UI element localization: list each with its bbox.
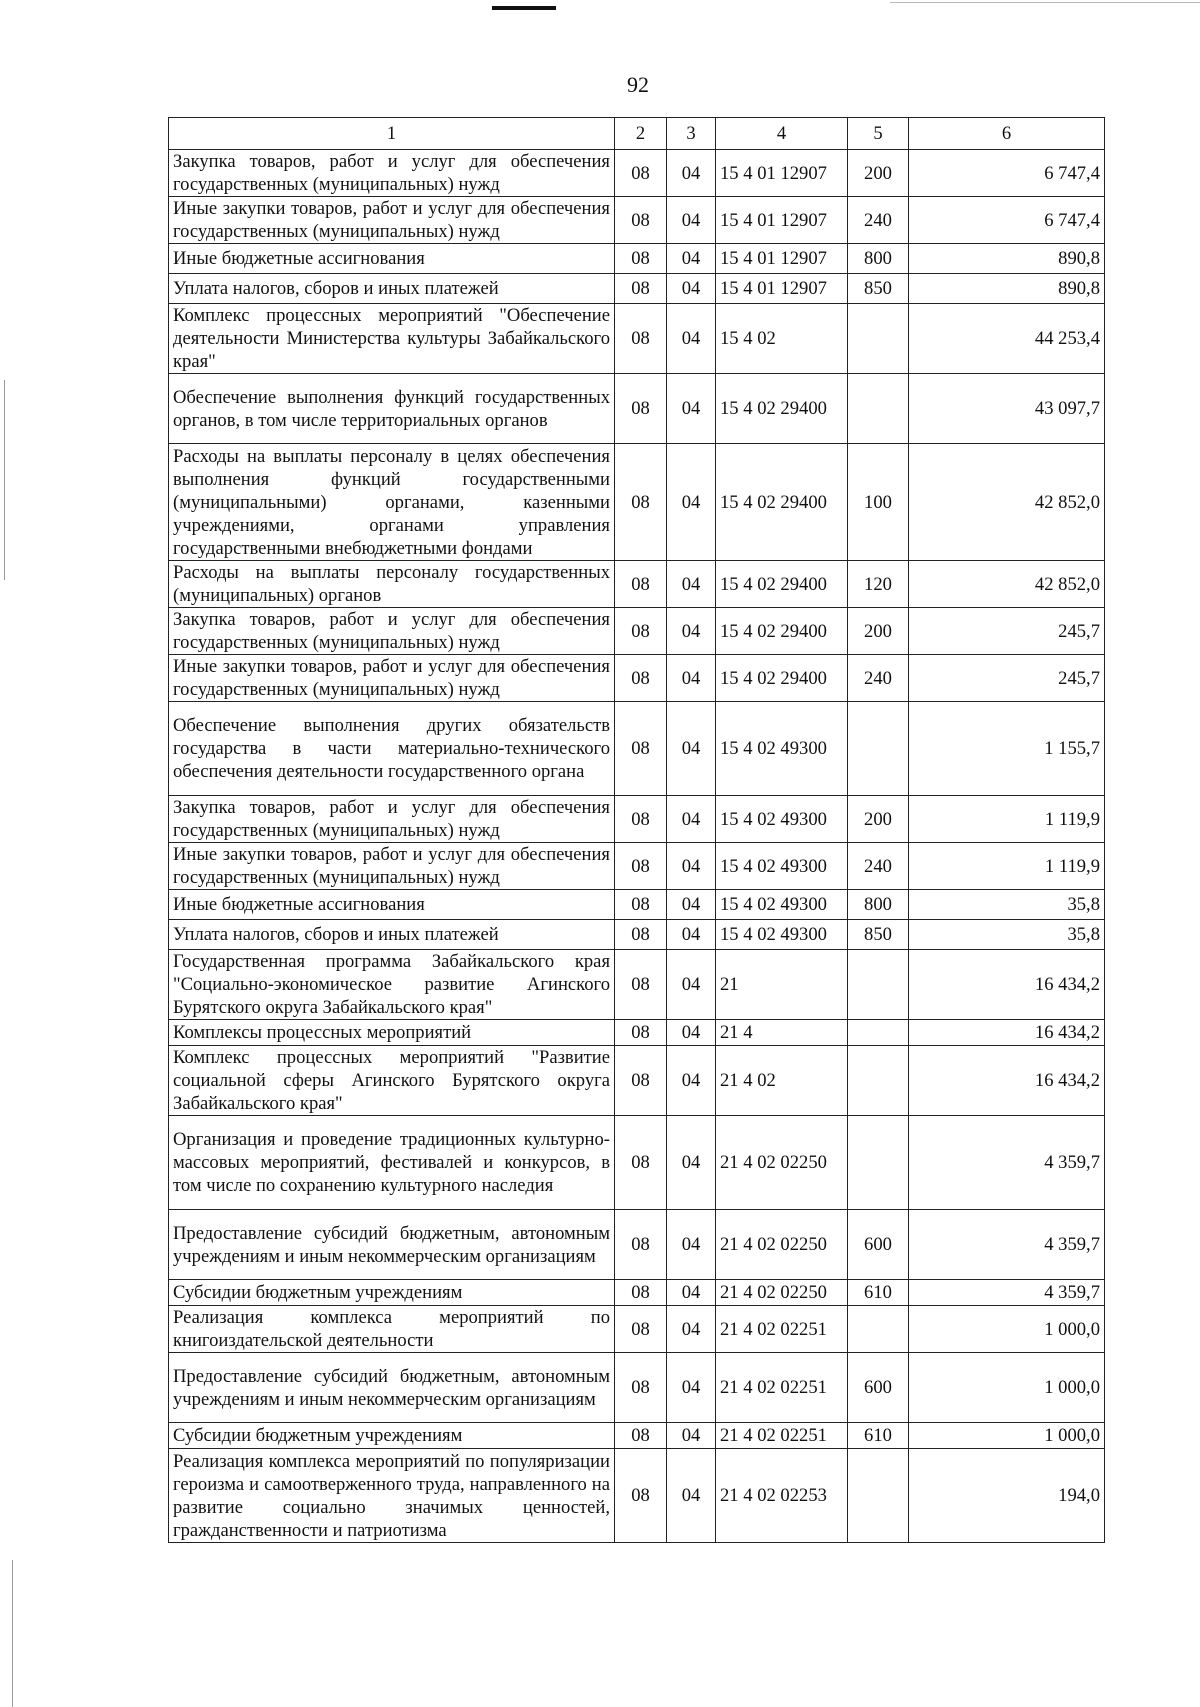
cell-section: 08 bbox=[615, 244, 667, 274]
cell-subsection: 04 bbox=[667, 890, 716, 920]
cell-name: Организация и проведение традиционных культурно-массовых мероприятий, фестивалей и конкурсов, в том числе по сохранению культурного наследия bbox=[169, 1116, 615, 1210]
budget-table bbox=[168, 117, 1105, 1543]
cell-expense-type: 240 bbox=[848, 655, 909, 702]
table-row bbox=[169, 444, 1105, 561]
cell-expense-type: 800 bbox=[848, 890, 909, 920]
table-row bbox=[169, 1353, 1105, 1423]
cell-target-code: 15 4 02 29400 bbox=[716, 608, 848, 655]
cell-expense-type bbox=[848, 1116, 909, 1210]
cell-name: Комплексы процессных мероприятий bbox=[169, 1020, 615, 1046]
table-row bbox=[169, 1423, 1105, 1449]
cell-name: Уплата налогов, сборов и иных платежей bbox=[169, 920, 615, 950]
header-col-6: 6 bbox=[909, 118, 1105, 150]
cell-section: 08 bbox=[615, 843, 667, 890]
cell-amount: 4 359,7 bbox=[909, 1210, 1105, 1280]
cell-name: Реализация комплекса мероприятий по популяризации героизма и самоотверженного труда, направленного на развитие социально значимых ценностей, гражданственности и патриотизма bbox=[169, 1449, 615, 1543]
cell-target-code: 15 4 02 29400 bbox=[716, 444, 848, 561]
cell-subsection: 04 bbox=[667, 197, 716, 244]
table-row bbox=[169, 1020, 1105, 1046]
cell-section: 08 bbox=[615, 702, 667, 796]
cell-name: Иные бюджетные ассигнования bbox=[169, 890, 615, 920]
cell-amount: 4 359,7 bbox=[909, 1280, 1105, 1306]
cell-name: Иные закупки товаров, работ и услуг для обеспечения государственных (муниципальных) нужд bbox=[169, 655, 615, 702]
cell-name: Закупка товаров, работ и услуг для обеспечения государственных (муниципальных) нужд bbox=[169, 608, 615, 655]
table-row bbox=[169, 796, 1105, 843]
cell-section: 08 bbox=[615, 1280, 667, 1306]
cell-expense-type: 100 bbox=[848, 444, 909, 561]
cell-expense-type: 610 bbox=[848, 1280, 909, 1306]
cell-amount: 1 119,9 bbox=[909, 796, 1105, 843]
table-row bbox=[169, 197, 1105, 244]
cell-name: Субсидии бюджетным учреждениям bbox=[169, 1423, 615, 1449]
cell-expense-type bbox=[848, 950, 909, 1020]
cell-target-code: 15 4 02 49300 bbox=[716, 702, 848, 796]
cell-subsection: 04 bbox=[667, 1280, 716, 1306]
cell-expense-type: 200 bbox=[848, 150, 909, 197]
cell-section: 08 bbox=[615, 1046, 667, 1116]
cell-name: Закупка товаров, работ и услуг для обеспечения государственных (муниципальных) нужд bbox=[169, 150, 615, 197]
cell-expense-type: 240 bbox=[848, 197, 909, 244]
cell-name: Уплата налогов, сборов и иных платежей bbox=[169, 274, 615, 304]
cell-expense-type: 200 bbox=[848, 796, 909, 843]
table-row bbox=[169, 1116, 1105, 1210]
cell-target-code: 15 4 02 bbox=[716, 304, 848, 374]
header-col-1: 1 bbox=[169, 118, 615, 150]
table-row bbox=[169, 890, 1105, 920]
cell-section: 08 bbox=[615, 150, 667, 197]
cell-target-code: 21 4 02 02250 bbox=[716, 1210, 848, 1280]
cell-section: 08 bbox=[615, 374, 667, 444]
cell-subsection: 04 bbox=[667, 150, 716, 197]
cell-amount: 194,0 bbox=[909, 1449, 1105, 1543]
cell-target-code: 15 4 01 12907 bbox=[716, 274, 848, 304]
cell-expense-type: 850 bbox=[848, 274, 909, 304]
cell-amount: 16 434,2 bbox=[909, 950, 1105, 1020]
cell-amount: 35,8 bbox=[909, 890, 1105, 920]
cell-expense-type: 600 bbox=[848, 1353, 909, 1423]
cell-subsection: 04 bbox=[667, 444, 716, 561]
cell-section: 08 bbox=[615, 1116, 667, 1210]
cell-expense-type: 850 bbox=[848, 920, 909, 950]
cell-subsection: 04 bbox=[667, 274, 716, 304]
table-row bbox=[169, 304, 1105, 374]
cell-target-code: 21 bbox=[716, 950, 848, 1020]
table-row bbox=[169, 1210, 1105, 1280]
cell-name: Закупка товаров, работ и услуг для обеспечения государственных (муниципальных) нужд bbox=[169, 796, 615, 843]
cell-amount: 16 434,2 bbox=[909, 1046, 1105, 1116]
table-row bbox=[169, 843, 1105, 890]
table-row bbox=[169, 561, 1105, 608]
cell-expense-type: 800 bbox=[848, 244, 909, 274]
cell-expense-type bbox=[848, 1306, 909, 1353]
cell-target-code: 21 4 02 02251 bbox=[716, 1306, 848, 1353]
table-row bbox=[169, 150, 1105, 197]
cell-section: 08 bbox=[615, 1449, 667, 1543]
cell-target-code: 15 4 02 49300 bbox=[716, 796, 848, 843]
table-row bbox=[169, 1280, 1105, 1306]
cell-section: 08 bbox=[615, 1020, 667, 1046]
header-col-4: 4 bbox=[716, 118, 848, 150]
header-col-5: 5 bbox=[848, 118, 909, 150]
cell-target-code: 15 4 02 49300 bbox=[716, 920, 848, 950]
cell-name: Комплекс процессных мероприятий "Обеспечение деятельности Министерства культуры Забайкальского края" bbox=[169, 304, 615, 374]
cell-name: Комплекс процессных мероприятий "Развитие социальной сферы Агинского Бурятского округа Забайкальского края" bbox=[169, 1046, 615, 1116]
table-row bbox=[169, 920, 1105, 950]
cell-name: Иные закупки товаров, работ и услуг для обеспечения государственных (муниципальных) нужд bbox=[169, 843, 615, 890]
cell-section: 08 bbox=[615, 444, 667, 561]
cell-subsection: 04 bbox=[667, 920, 716, 950]
scan-mark-top bbox=[492, 6, 556, 10]
cell-amount: 44 253,4 bbox=[909, 304, 1105, 374]
cell-amount: 6 747,4 bbox=[909, 197, 1105, 244]
cell-target-code: 15 4 02 29400 bbox=[716, 374, 848, 444]
cell-name: Обеспечение выполнения других обязательств государства в части материально-технического обеспечения деятельности государственного органа bbox=[169, 702, 615, 796]
cell-section: 08 bbox=[615, 608, 667, 655]
table-row bbox=[169, 274, 1105, 304]
cell-subsection: 04 bbox=[667, 1423, 716, 1449]
cell-section: 08 bbox=[615, 561, 667, 608]
cell-expense-type: 240 bbox=[848, 843, 909, 890]
cell-subsection: 04 bbox=[667, 1116, 716, 1210]
page-number: 92 bbox=[627, 72, 649, 97]
cell-name: Государственная программа Забайкальского края "Социально-экономическое развитие Агинского Бурятского округа Забайкальского края" bbox=[169, 950, 615, 1020]
table-row bbox=[169, 1046, 1105, 1116]
cell-name: Иные бюджетные ассигнования bbox=[169, 244, 615, 274]
cell-section: 08 bbox=[615, 796, 667, 843]
cell-amount: 245,7 bbox=[909, 655, 1105, 702]
table-row bbox=[169, 1306, 1105, 1353]
cell-amount: 1 119,9 bbox=[909, 843, 1105, 890]
table-row bbox=[169, 950, 1105, 1020]
cell-section: 08 bbox=[615, 950, 667, 1020]
cell-subsection: 04 bbox=[667, 1353, 716, 1423]
cell-amount: 4 359,7 bbox=[909, 1116, 1105, 1210]
cell-subsection: 04 bbox=[667, 1449, 716, 1543]
cell-name: Обеспечение выполнения функций государственных органов, в том числе территориальных органов bbox=[169, 374, 615, 444]
cell-section: 08 bbox=[615, 197, 667, 244]
cell-section: 08 bbox=[615, 1353, 667, 1423]
cell-expense-type: 120 bbox=[848, 561, 909, 608]
cell-target-code: 15 4 01 12907 bbox=[716, 244, 848, 274]
cell-section: 08 bbox=[615, 1210, 667, 1280]
cell-target-code: 15 4 02 49300 bbox=[716, 843, 848, 890]
cell-section: 08 bbox=[615, 890, 667, 920]
cell-amount: 43 097,7 bbox=[909, 374, 1105, 444]
cell-section: 08 bbox=[615, 1306, 667, 1353]
cell-expense-type bbox=[848, 1020, 909, 1046]
cell-amount: 16 434,2 bbox=[909, 1020, 1105, 1046]
cell-section: 08 bbox=[615, 274, 667, 304]
cell-subsection: 04 bbox=[667, 1020, 716, 1046]
cell-name: Реализация комплекса мероприятий по книгоиздательской деятельности bbox=[169, 1306, 615, 1353]
cell-amount: 890,8 bbox=[909, 244, 1105, 274]
cell-target-code: 15 4 02 29400 bbox=[716, 655, 848, 702]
cell-name: Субсидии бюджетным учреждениям bbox=[169, 1280, 615, 1306]
cell-target-code: 21 4 02 02250 bbox=[716, 1280, 848, 1306]
cell-target-code: 21 4 02 02253 bbox=[716, 1449, 848, 1543]
cell-amount: 42 852,0 bbox=[909, 561, 1105, 608]
cell-expense-type: 200 bbox=[848, 608, 909, 655]
cell-target-code: 21 4 bbox=[716, 1020, 848, 1046]
cell-amount: 245,7 bbox=[909, 608, 1105, 655]
table-row bbox=[169, 374, 1105, 444]
cell-expense-type: 600 bbox=[848, 1210, 909, 1280]
scan-mark-left-bottom bbox=[12, 1560, 13, 1707]
cell-subsection: 04 bbox=[667, 702, 716, 796]
cell-section: 08 bbox=[615, 655, 667, 702]
cell-section: 08 bbox=[615, 304, 667, 374]
cell-expense-type bbox=[848, 304, 909, 374]
cell-section: 08 bbox=[615, 920, 667, 950]
cell-target-code: 15 4 02 29400 bbox=[716, 561, 848, 608]
cell-amount: 1 155,7 bbox=[909, 702, 1105, 796]
cell-subsection: 04 bbox=[667, 304, 716, 374]
cell-expense-type bbox=[848, 1046, 909, 1116]
cell-subsection: 04 bbox=[667, 796, 716, 843]
table-header-row bbox=[169, 118, 1105, 150]
cell-subsection: 04 bbox=[667, 1046, 716, 1116]
cell-target-code: 21 4 02 02251 bbox=[716, 1353, 848, 1423]
cell-subsection: 04 bbox=[667, 1210, 716, 1280]
cell-amount: 1 000,0 bbox=[909, 1306, 1105, 1353]
cell-name: Расходы на выплаты персоналу государственных (муниципальных) органов bbox=[169, 561, 615, 608]
scan-mark-top-right bbox=[890, 2, 1200, 3]
cell-subsection: 04 bbox=[667, 561, 716, 608]
cell-amount: 35,8 bbox=[909, 920, 1105, 950]
cell-expense-type: 610 bbox=[848, 1423, 909, 1449]
cell-target-code: 15 4 01 12907 bbox=[716, 150, 848, 197]
table-row bbox=[169, 1449, 1105, 1543]
cell-name: Предоставление субсидий бюджетным, автономным учреждениям и иным некоммерческим организациям bbox=[169, 1210, 615, 1280]
cell-name: Расходы на выплаты персоналу в целях обеспечения выполнения функций государственными (муниципальными) органами, казенными учреждениями, органами управления государственными внебюджетными фондами bbox=[169, 444, 615, 561]
cell-subsection: 04 bbox=[667, 950, 716, 1020]
table-row bbox=[169, 702, 1105, 796]
header-col-2: 2 bbox=[615, 118, 667, 150]
cell-amount: 42 852,0 bbox=[909, 444, 1105, 561]
table-row bbox=[169, 608, 1105, 655]
cell-expense-type bbox=[848, 1449, 909, 1543]
table-row bbox=[169, 244, 1105, 274]
cell-name: Предоставление субсидий бюджетным, автономным учреждениям и иным некоммерческим организациям bbox=[169, 1353, 615, 1423]
cell-section: 08 bbox=[615, 1423, 667, 1449]
cell-amount: 890,8 bbox=[909, 274, 1105, 304]
cell-target-code: 21 4 02 bbox=[716, 1046, 848, 1116]
cell-amount: 6 747,4 bbox=[909, 150, 1105, 197]
cell-target-code: 15 4 02 49300 bbox=[716, 890, 848, 920]
cell-target-code: 21 4 02 02250 bbox=[716, 1116, 848, 1210]
cell-target-code: 21 4 02 02251 bbox=[716, 1423, 848, 1449]
cell-subsection: 04 bbox=[667, 374, 716, 444]
cell-expense-type bbox=[848, 374, 909, 444]
cell-name: Иные закупки товаров, работ и услуг для обеспечения государственных (муниципальных) нужд bbox=[169, 197, 615, 244]
cell-subsection: 04 bbox=[667, 608, 716, 655]
cell-amount: 1 000,0 bbox=[909, 1353, 1105, 1423]
header-col-3: 3 bbox=[667, 118, 716, 150]
cell-amount: 1 000,0 bbox=[909, 1423, 1105, 1449]
cell-subsection: 04 bbox=[667, 843, 716, 890]
cell-subsection: 04 bbox=[667, 1306, 716, 1353]
cell-expense-type bbox=[848, 702, 909, 796]
cell-target-code: 15 4 01 12907 bbox=[716, 197, 848, 244]
scan-mark-left bbox=[4, 380, 5, 580]
cell-subsection: 04 bbox=[667, 655, 716, 702]
cell-subsection: 04 bbox=[667, 244, 716, 274]
table-row bbox=[169, 655, 1105, 702]
